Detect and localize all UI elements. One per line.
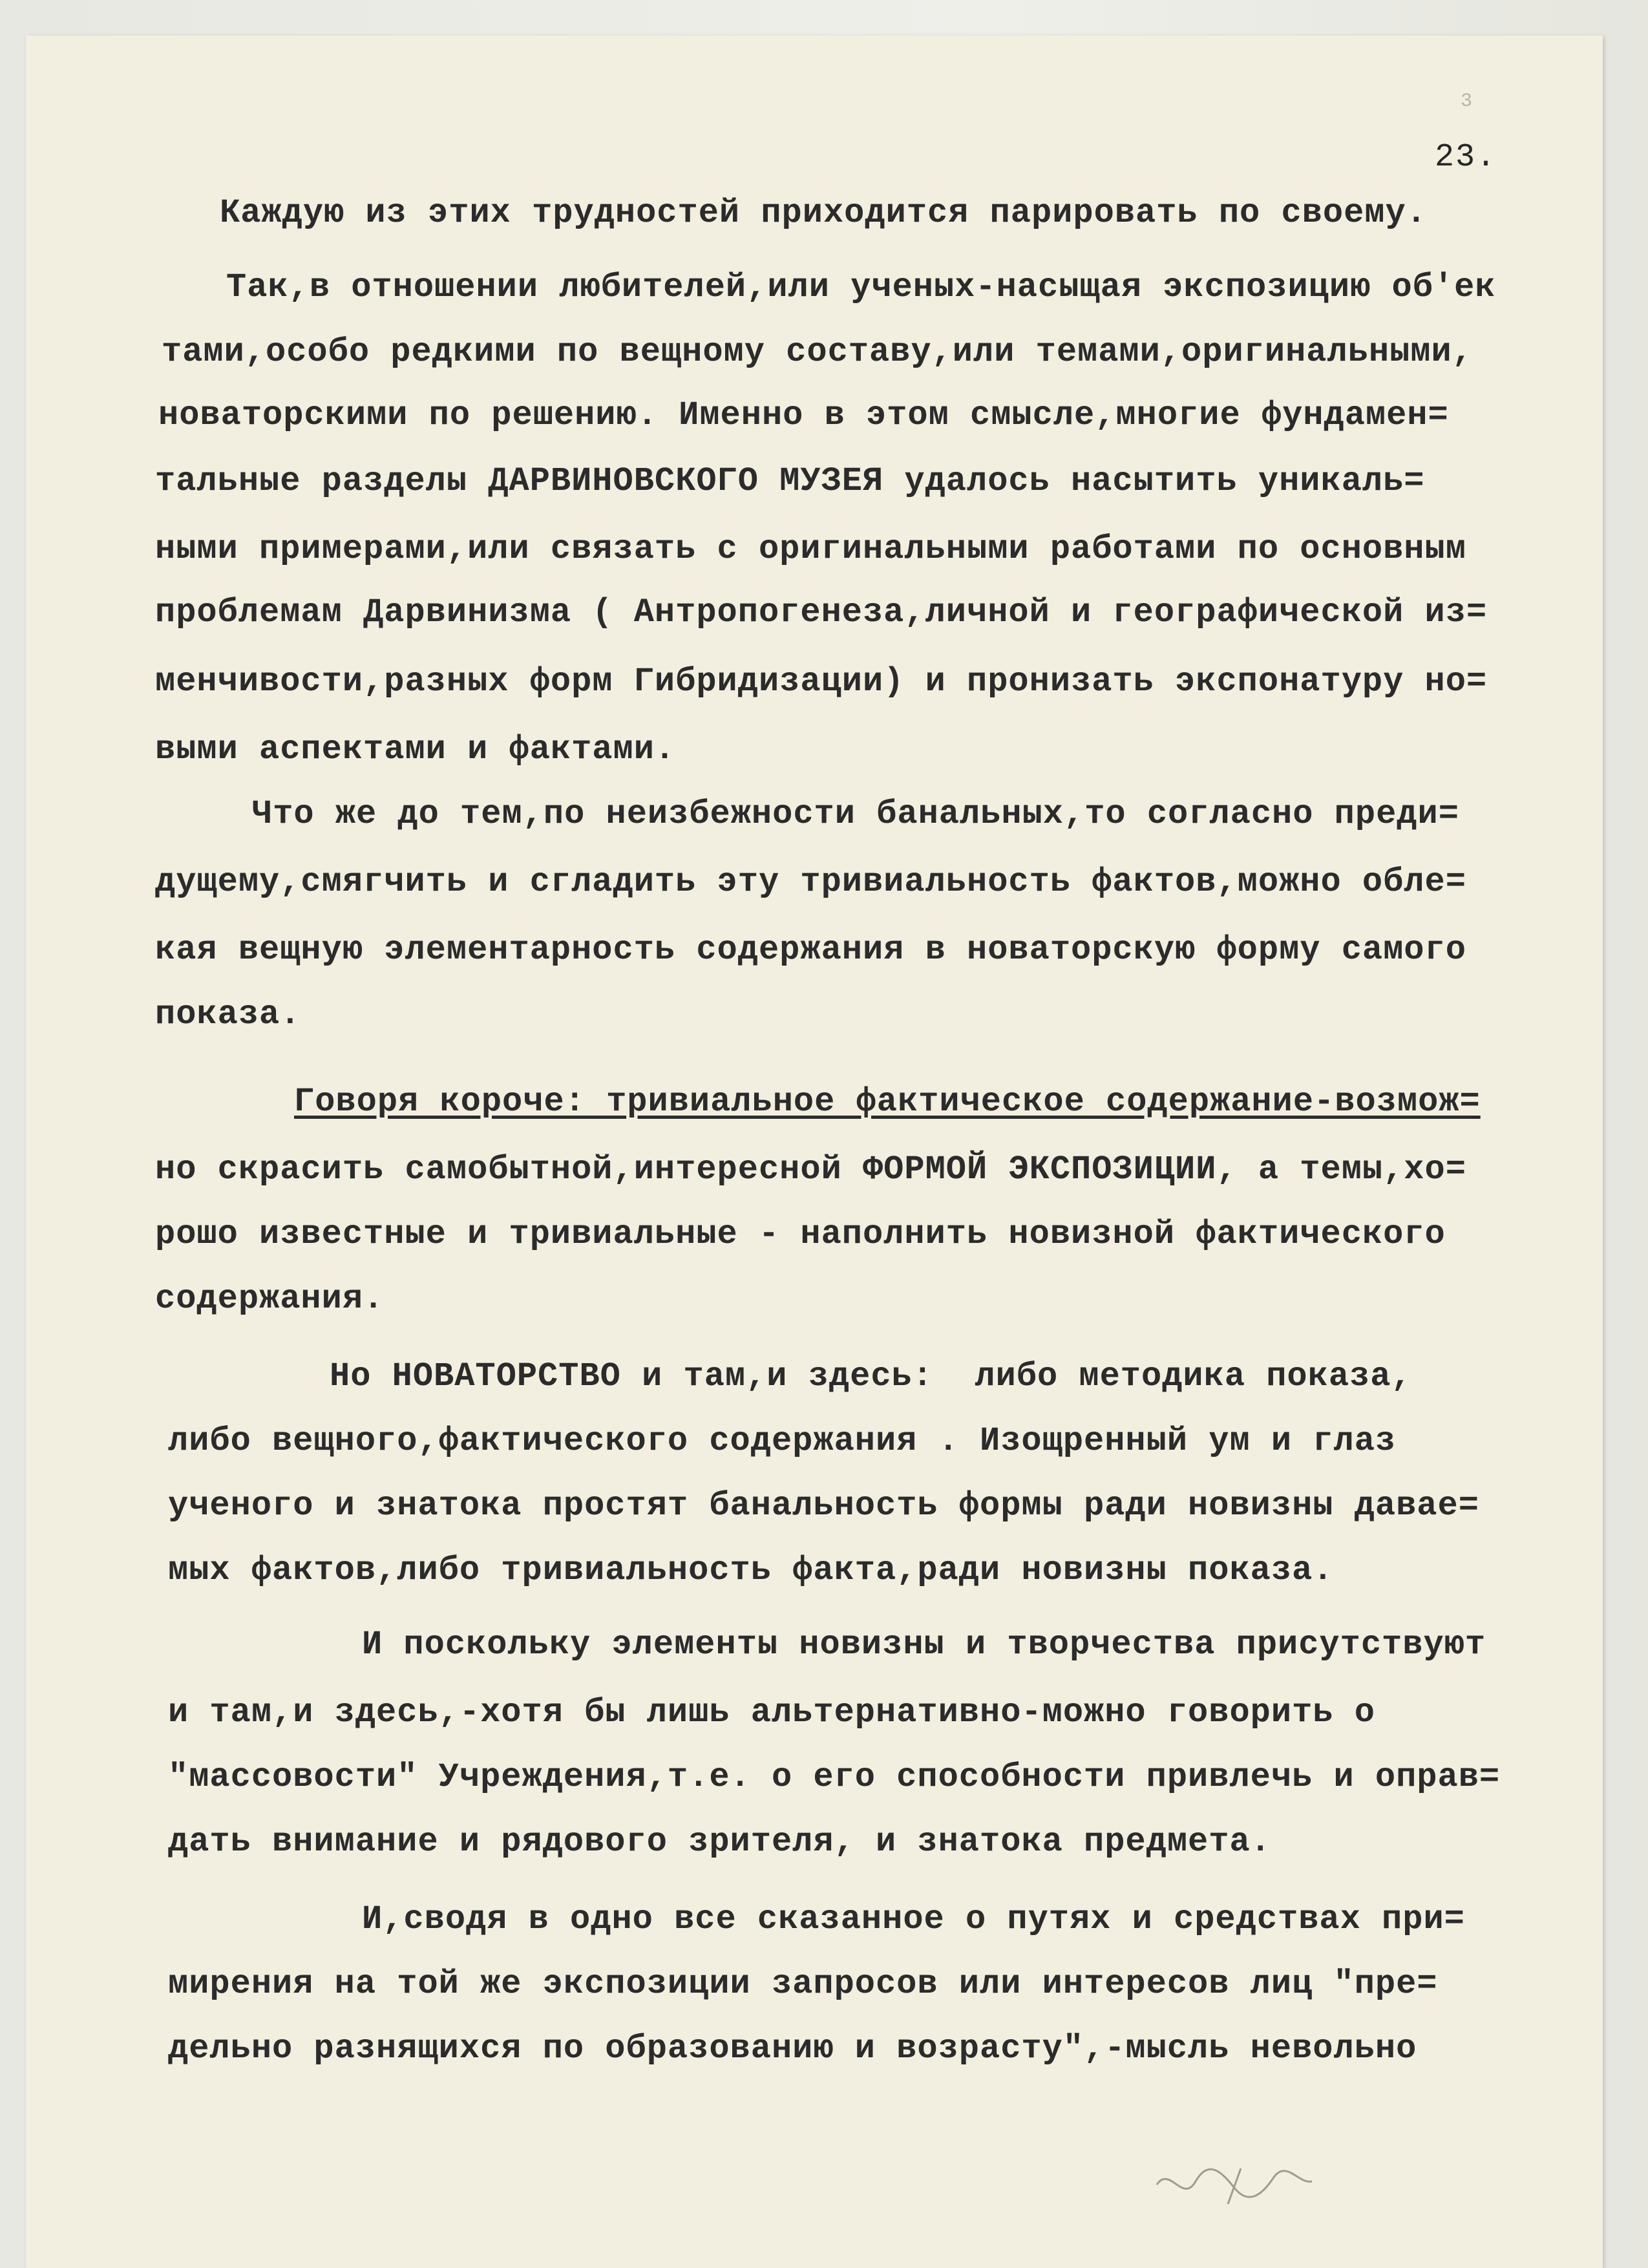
- text-line-14: Говоря короче: тривиальное фактическое содержание-возмож=: [294, 1083, 1481, 1121]
- text-line-13: показа.: [155, 995, 301, 1033]
- text-line-2: Так,в отношении любителей,или ученых-насыщая экспозицию об'ек: [226, 268, 1496, 306]
- text-line-19: либо вещного,фактического содержания . Изощренный ум и глаз: [168, 1422, 1397, 1460]
- text-line-21: мых фактов,либо тривиальность факта,ради новизны показа.: [168, 1551, 1334, 1589]
- text-line-22: И поскольку элементы новизны и творчества присутствуют: [362, 1626, 1486, 1664]
- text-line-26: И,сводя в одно все сказанное о путях и средствах при=: [362, 1900, 1465, 1938]
- text-line-8: менчивости,разных форм Гибридизации) и пронизать экспонатуру но=: [155, 662, 1488, 701]
- text-line-11: дущему,смягчить и сгладить эту тривиальность фактов,можно обле=: [155, 863, 1466, 901]
- faint-corner-mark: 3: [1461, 90, 1473, 112]
- text-line-12: кая вещную элементарность содержания в новаторскую форму самого: [155, 931, 1466, 969]
- text-line-7: проблемам Дарвинизма ( Антропогенеза,личной и географической из=: [155, 593, 1488, 631]
- text-line-6: ными примерами,или связать с оригинальными работами по основным: [155, 530, 1466, 568]
- text-line-15: но скрасить самобытной,интересной ФОРМОЙ ЭКСПОЗИЦИИ, а темы,хо=: [155, 1150, 1466, 1189]
- text-line-20: ученого и знатока простят банальность формы ради новизны давае=: [168, 1487, 1479, 1525]
- page-number: 23.: [1435, 139, 1497, 176]
- text-line-24: "массовости" Учреждения,т.е. о его способности привлечь и оправ=: [168, 1758, 1501, 1796]
- text-line-18: Но НОВАТОРСТВО и там,и здесь: либо методика показа,: [330, 1357, 1412, 1395]
- text-line-1: Каждую из этих трудностей приходится парировать по своему.: [220, 194, 1427, 232]
- text-line-27: мирения на той же экспозиции запросов или интересов лиц "пре=: [168, 1965, 1438, 2003]
- text-line-16: рошо известные и тривиальные - наполнить новизной фактического: [155, 1215, 1446, 1253]
- text-line-9: выми аспектами и фактами.: [155, 730, 676, 768]
- text-line-3: тами,особо редкими по вещному составу,или темами,оригинальными,: [162, 333, 1473, 371]
- text-line-28: дельно разнящихся по образованию и возрасту",-мысль невольно: [168, 2030, 1417, 2068]
- text-line-17: содержания.: [155, 1280, 385, 1318]
- text-line-10: Что же до тем,по неизбежности банальных,то согласно преди=: [252, 795, 1459, 833]
- text-line-4: новаторскими по решению. Именно в этом смысле,многие фундамен=: [158, 396, 1449, 434]
- text-line-25: дать внимание и рядового зрителя, и знатока предмета.: [168, 1823, 1271, 1861]
- text-line-5: тальные разделы ДАРВИНОВСКОГО МУЗЕЯ удалось насытить уникаль=: [155, 462, 1425, 500]
- handwritten-mark-icon: [1150, 2159, 1318, 2210]
- text-line-23: и там,и здесь,-хотя бы лишь альтернативно-можно говорить о: [168, 1693, 1375, 1732]
